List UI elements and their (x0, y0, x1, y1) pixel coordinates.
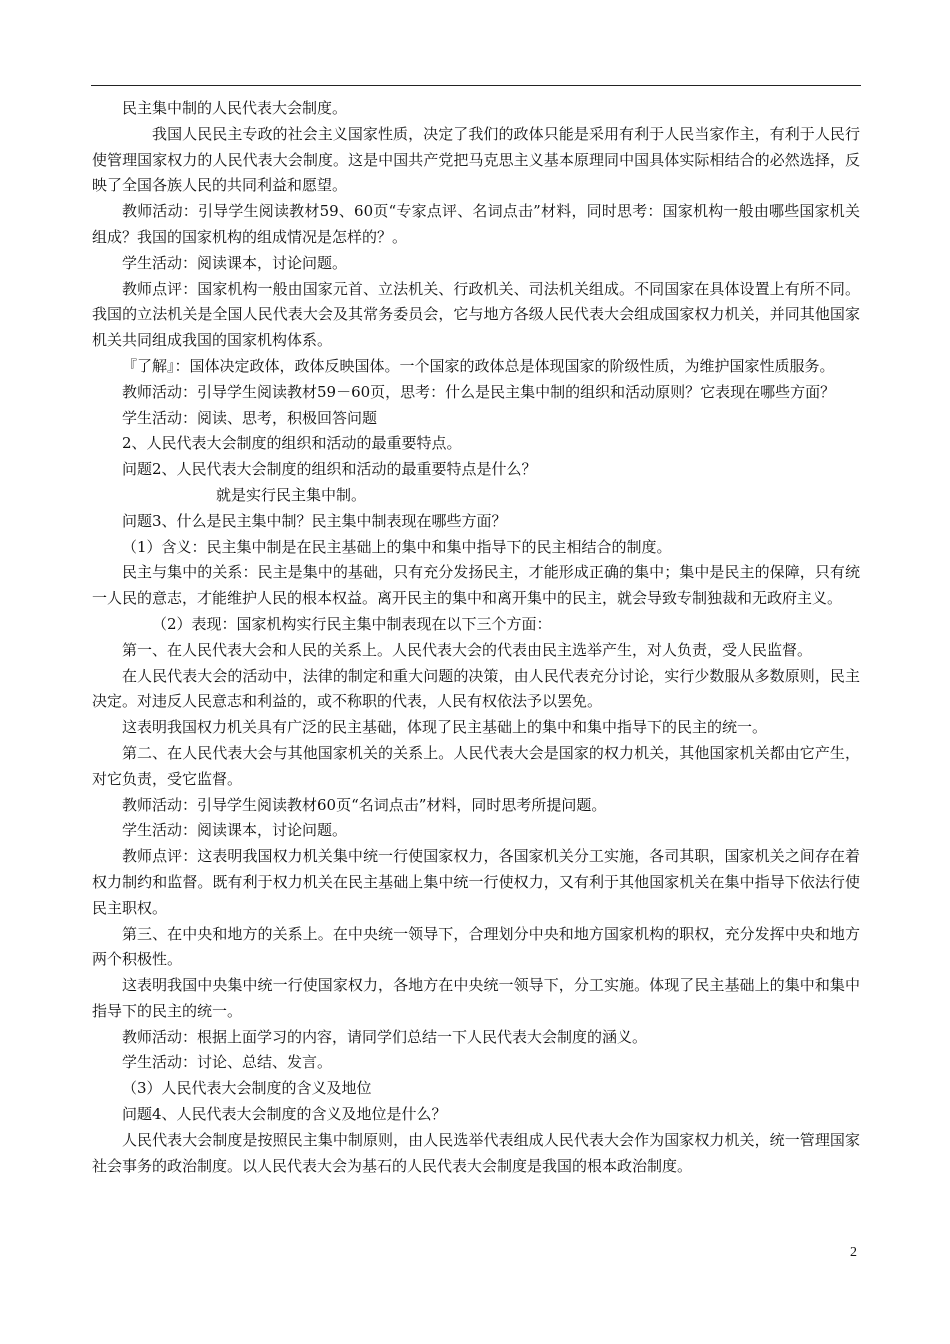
paragraph: 教师活动：引导学生阅读教材60页“名词点击”材料，同时思考所提问题。 (122, 795, 607, 814)
paragraph: 问题4、人民代表大会制度的含义及地位是什么？ (122, 1105, 447, 1124)
paragraph: 我国人民民主专政的社会主义国家性质，决定了我们的政体只能是采用有利于人民当家作主，有利于人民行使管理国家权力的人民代表大会制度。这是中国共产党把马克思主义基本原理同中国具体实际相结合的必然选择，反映了全国各族人民的共同利益和愿望。 (92, 124, 860, 195)
paragraph: 教师活动：引导学生阅读教材59－60页，思考：什么是民主集中制的组织和活动原则？它表现在哪些方面？ (122, 382, 836, 401)
paragraph: 问题3、什么是民主集中制？民主集中制表现在哪些方面？ (122, 511, 507, 530)
paragraph: 民主与集中的关系：民主是集中的基础，只有充分发扬民主，才能形成正确的集中；集中是民主的保障，只有统一人民的意志，才能维护人民的根本权益。离开民主的集中和离开集中的民主，就会导致专制独裁和无政府主义。 (92, 563, 860, 608)
paragraph: （1）含义：民主集中制是在民主基础上的集中和集中指导下的民主相结合的制度。 (122, 537, 672, 556)
paragraph: 问题2、人民代表大会制度的组织和活动的最重要特点是什么？ (122, 460, 537, 479)
paragraph: 2、人民代表大会制度的组织和活动的最重要特点。 (122, 434, 462, 453)
paragraph: 就是实行民主集中制。 (216, 485, 367, 504)
paragraph: 民主集中制的人民代表大会制度。 (122, 99, 348, 117)
paragraph: 第二、在人民代表大会与其他国家机关的关系上。人民代表大会是国家的权力机关，其他国家机关都由它产生，对它负责，受它监督。 (92, 743, 860, 788)
paragraph: 第三、在中央和地方的关系上。在中央统一领导下，合理划分中央和地方国家机构的职权，充分发挥中央和地方两个积极性。 (92, 924, 860, 969)
paragraph: 这表明我国中央集中统一行使国家权力，各地方在中央统一领导下，分工实施。体现了民主基础上的集中和集中指导下的民主的统一。 (92, 976, 860, 1020)
paragraph: 学生活动：讨论、总结、发言。 (122, 1053, 333, 1072)
paragraph: 学生活动：阅读、思考，积极回答问题 (122, 408, 378, 427)
paragraph: （3）人民代表大会制度的含义及地位 (122, 1079, 372, 1098)
paragraph: 『了解』：国体决定政体，政体反映国体。一个国家的政体总是体现国家的阶级性质，为维护国家性质服务。 (122, 356, 835, 375)
paragraph: 教师点评：国家机构一般由国家元首、立法机关、行政机关、司法机关组成。不同国家在具体设置上有所不同。我国的立法机关是全国人民代表大会及其常务委员会，它与地方各级人民代表大会组成国家权力机关，并同其他国家机关共同组成我国的国家机构体系。 (92, 279, 860, 350)
paragraph: 教师点评：这表明我国权力机关集中统一行使国家权力，各国家机关分工实施，各司其职，国家机关之间存在着权力制约和监督。既有利于权力机关在民主基础上集中统一行使权力，又有利于其他国家机关在集中指导下依法行使民主职权。 (92, 847, 860, 917)
paragraph: 学生活动：阅读课本，讨论问题。 (122, 821, 348, 840)
paragraph: 学生活动：阅读课本，讨论问题。 (122, 253, 348, 272)
paragraph: 第一、在人民代表大会和人民的关系上。人民代表大会的代表由民主选举产生，对人负责，受人民监督。 (122, 640, 813, 659)
header-rule (91, 85, 861, 86)
paragraph: 这表明我国权力机关具有广泛的民主基础，体现了民主基础上的集中和集中指导下的民主的统一。 (122, 718, 768, 737)
paragraph: 教师活动：根据上面学习的内容，请同学们总结一下人民代表大会制度的涵义。 (122, 1027, 648, 1046)
paragraph: 在人民代表大会的活动中，法律的制定和重大问题的决策，由人民代表充分讨论，实行少数服从多数原则，民主决定。对违反人民意志和利益的，或不称职的代表，人民有权依法予以罢免。 (92, 666, 860, 711)
document-body (92, 96, 860, 1179)
page-number: 2 (850, 1245, 857, 1260)
paragraph: 教师活动：引导学生阅读教材59、60页“专家点评、名词点击”材料，同时思考：国家机构一般由哪些国家机关组成？我国的国家机构的组成情况是怎样的？。 (92, 202, 860, 246)
paragraph: （2）表现：国家机构实行民主集中制表现在以下三个方面： (152, 614, 552, 633)
paragraph: 人民代表大会制度是按照民主集中制原则，由人民选举代表组成人民代表大会作为国家权力机关，统一管理国家社会事务的政治制度。以人民代表大会为基石的人民代表大会制度是我国的根本政治制度。 (92, 1130, 860, 1175)
